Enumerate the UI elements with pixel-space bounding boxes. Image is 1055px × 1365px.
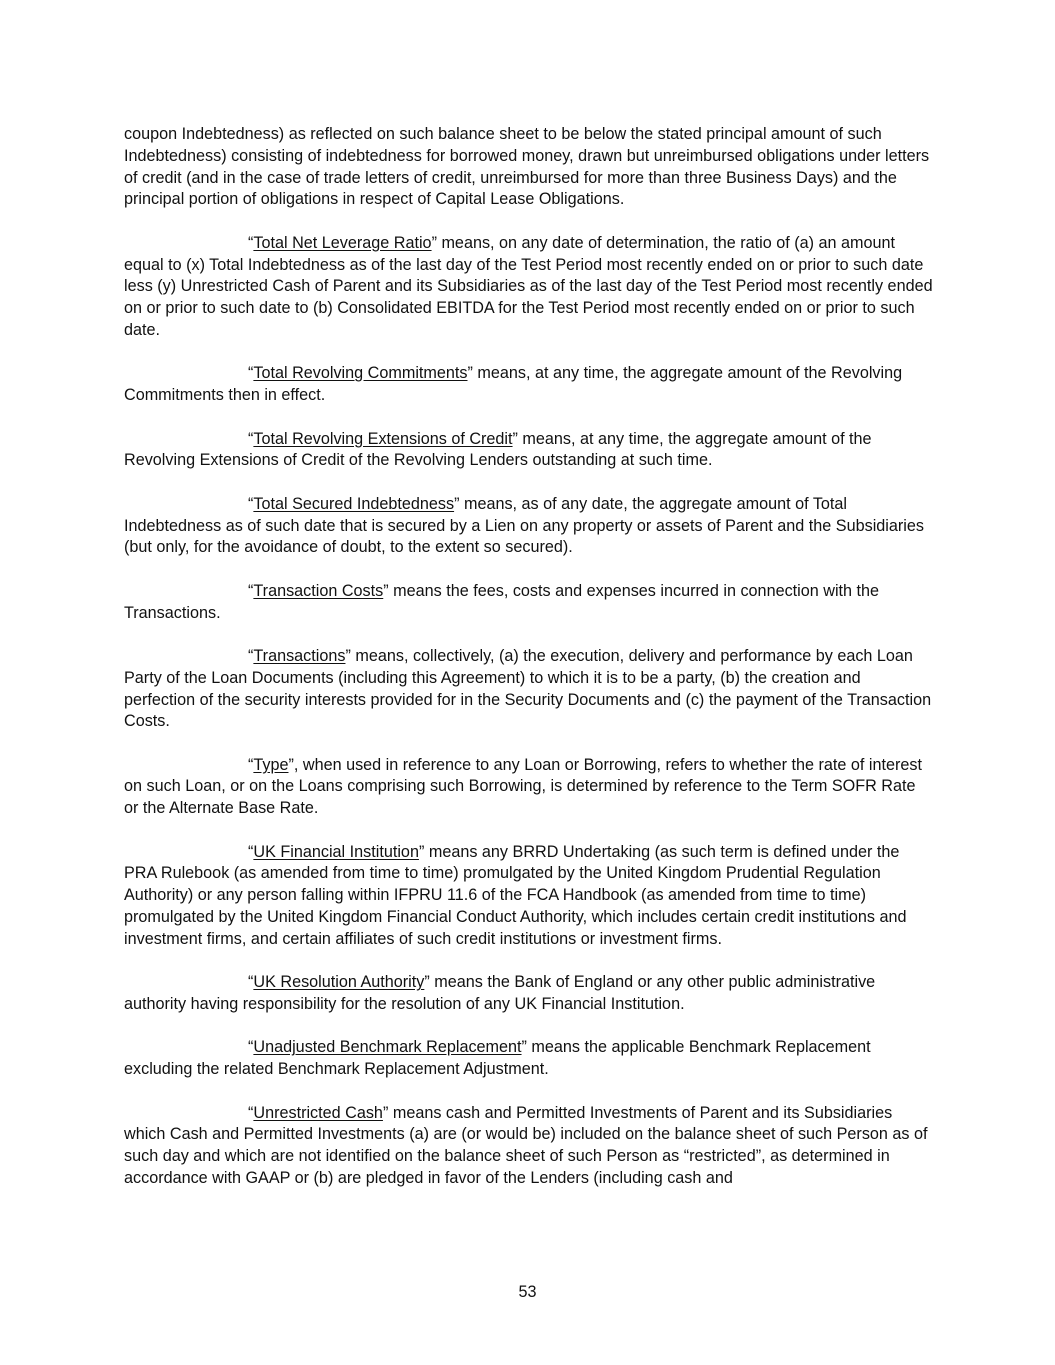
definition-body: means the applicable Benchmark Replacement excluding the related Benchmark Replacement Adjustment. (124, 1038, 871, 1079)
defined-term: Total Secured Indebtedness (253, 494, 455, 513)
definition-uk-financial-institution: “UK Financial Institution” means any BRRD Undertaking (as such term is defined under the PRA Rulebook (as amended from time to time) promulgated by the United Kingdom Prudential Regulation Authority) or any person falling within IFPRU 11.6 of the FCA Handbook (as amended from time to time) promulgated by the United Kingdom Financial Conduct Authority, which includes certain credit institutions and investment firms, and certain affiliates of such credit institutions or investment firms. (124, 842, 907, 948)
defined-term: Unrestricted Cash (253, 1103, 383, 1122)
definition-total-revolving-extensions-of-credit: “Total Revolving Extensions of Credit” means, at any time, the aggregate amount of the Revolving Extensions of Credit of the Revolving Lenders outstanding at such time. (124, 429, 872, 470)
defined-term: UK Financial Institution (253, 842, 419, 861)
definition-transactions: “Transactions” means, collectively, (a) the execution, delivery and performance by each Loan Party of the Loan Documents (including this Agreement) to which it is to be a party, (b) the creation and perfection of the security interests provided for in the Security Documents and (c) the payment of the Transaction Costs. (124, 646, 932, 731)
definitions-section (124, 124, 934, 1211)
defined-term: Total Revolving Commitments (253, 364, 468, 383)
definition-body: means, on any date of determination, the ratio of (a) an amount equal to (x) Total Indebtedness as of the last day of the Test Period most recently ended on or prior to such date less (y) Unrestricted Cash of Parent and its Subsidiaries as of the last day of the Test Period most recently ended on or prior to such date to (b) Consolidated EBITDA for the Test Period most recently ended on or prior to such date. (124, 233, 933, 339)
definition-body: means, collectively, (a) the execution, delivery and performance by each Loan Party of the Loan Documents (including this Agreement) to which it is to be a party, (b) the creation and perfection of the security interests provided for in the Security Documents and (c) the payment of the Transaction Costs. (124, 646, 932, 731)
definition-unrestricted-cash: “Unrestricted Cash” means cash and Permitted Investments of Parent and its Subsidiaries which Cash and Permitted Investments (a) are (or would be) included on the balance sheet of such Person as of such day and which are not identified on the balance sheet of such Person as “restricted”, as determined in accordance with GAAP or (b) are pledged in favor of the Lenders (including cash and (124, 1103, 928, 1188)
definition-body: means, as of any date, the aggregate amount of Total Indebtedness as of such date that is secured by a Lien on any property or assets of Parent and the Subsidiaries (but only, for the avoidance of doubt, to the extent so secured). (124, 494, 924, 557)
definition-body: means any BRRD Undertaking (as such term is defined under the PRA Rulebook (as amended from time to time) promulgated by the United Kingdom Prudential Regulation Authority) or any person falling within IFPRU 11.6 of the FCA Handbook (as amended from time to time) promulgated by the United Kingdom Financial Conduct Authority, which includes certain credit institutions and investment firms, and certain affiliates of such credit institutions or investment firms. (124, 842, 907, 948)
definition-total-net-leverage-ratio: “Total Net Leverage Ratio” means, on any date of determination, the ratio of (a) an amount equal to (x) Total Indebtedness as of the last day of the Test Period most recently ended on or prior to such date less (y) Unrestricted Cash of Parent and its Subsidiaries as of the last day of the Test Period most recently ended on or prior to such date to (b) Consolidated EBITDA for the Test Period most recently ended on or prior to such date. (124, 233, 933, 339)
defined-term: Transactions (253, 646, 346, 665)
definition-body: means, at any time, the aggregate amount of the Revolving Extensions of Credit of the Revolving Lenders outstanding at such time. (124, 429, 872, 470)
defined-term: Total Revolving Extensions of Credit (253, 429, 513, 448)
definition-transaction-costs: “Transaction Costs” means the fees, costs and expenses incurred in connection with the Transactions. (124, 581, 880, 622)
definition-body: when used in reference to any Loan or Borrowing, refers to whether the rate of interest on such Loan, or on the Loans comprising such Borrowing, is determined by reference to the Term SOFR Rate or the Alternate Base Rate. (124, 755, 922, 818)
definition-total-revolving-commitments: “Total Revolving Commitments” means, at any time, the aggregate amount of the Revolving Commitments then in effect. (124, 364, 903, 405)
definition-body: means the Bank of England or any other public administrative authority having responsibility for the resolution of any UK Financial Institution. (124, 973, 876, 1014)
defined-term: Type (253, 755, 289, 774)
definition-body: means, at any time, the aggregate amount of the Revolving Commitments then in effect. (124, 364, 903, 405)
definition-body: means the fees, costs and expenses incurred in connection with the Transactions. (124, 581, 880, 622)
defined-term: Transaction Costs (253, 581, 384, 600)
definition-unadjusted-benchmark-replacement: “Unadjusted Benchmark Replacement” means the applicable Benchmark Replacement excluding the related Benchmark Replacement Adjustment. (124, 1038, 871, 1079)
definition-total-secured-indebtedness: “Total Secured Indebtedness” means, as of any date, the aggregate amount of Total Indebtedness as of such date that is secured by a Lien on any property or assets of Parent and the Subsidiaries (but only, for the avoidance of doubt, to the extent so secured). (124, 494, 924, 557)
defined-term: UK Resolution Authority (253, 973, 425, 992)
intro-paragraph: coupon Indebtedness) as reflected on such balance sheet to be below the stated principal amount of such Indebtedness) consisting of indebtedness for borrowed money, drawn but unreimbursed obligations under letters of credit (and in the case of trade letters of credit, unreimbursed for more than three Business Days) and the principal portion of obligations in respect of Capital Lease Obligations. (124, 125, 930, 209)
definition-uk-resolution-authority: “UK Resolution Authority” means the Bank of England or any other public administrative authority having responsibility for the resolution of any UK Financial Institution. (124, 973, 876, 1014)
definition-type: “Type”, when used in reference to any Loan or Borrowing, refers to whether the rate of interest on such Loan, or on the Loans comprising such Borrowing, is determined by reference to the Term SOFR Rate or the Alternate Base Rate. (124, 755, 922, 818)
definition-body: means cash and Permitted Investments of Parent and its Subsidiaries which Cash and Permitted Investments (a) are (or would be) included on the balance sheet of such Person as of such day and which are not identified on the balance sheet of such Person as “restricted”, as determined in accordance with GAAP or (b) are pledged in favor of the Lenders (including cash and (124, 1103, 928, 1188)
page-number: 53 (518, 1283, 537, 1301)
defined-term: Unadjusted Benchmark Replacement (253, 1038, 522, 1057)
defined-term: Total Net Leverage Ratio (253, 233, 432, 252)
